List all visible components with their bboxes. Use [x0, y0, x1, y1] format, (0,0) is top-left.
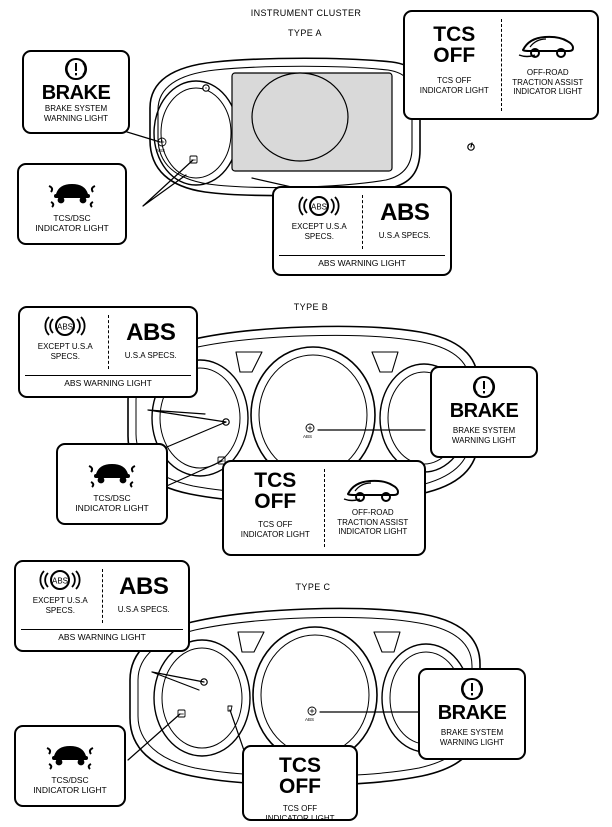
abs-usa-col	[363, 192, 448, 252]
brake-word: BRAKE	[449, 400, 519, 422]
abs-except-usa-col	[277, 192, 362, 252]
abs-warning-icon	[41, 314, 89, 338]
abs-word: ABS	[126, 319, 176, 346]
callout-divider-horizontal	[21, 629, 183, 630]
abs-warning-icon	[295, 194, 343, 218]
tcs-dsc-caption-line2: INDICATOR LIGHT	[75, 503, 149, 513]
callout-tcs-dsc-type-b[interactable]	[56, 443, 168, 525]
off-word: OFF	[433, 44, 476, 67]
tcs-dsc-caption-line1: TCS/DSC	[53, 213, 91, 223]
off-word: OFF	[279, 775, 321, 798]
abs-word: ABS	[380, 199, 430, 226]
abs-usa-specs: U.S.A SPECS.	[124, 351, 177, 360]
abs-usa-specs: U.S.A SPECS.	[378, 231, 431, 240]
tcs-word: TCS	[279, 754, 321, 777]
svg-text:ABS: ABS	[305, 717, 315, 722]
abs-except-usa-line1: EXCEPT U.S.A	[37, 342, 93, 351]
tcs-off-caption-line1: TCS OFF	[437, 76, 472, 85]
abs-warning-caption: ABS WARNING LIGHT	[318, 258, 406, 268]
tcs-off-col	[227, 466, 324, 550]
abs-except-usa-line1: EXCEPT U.S.A	[291, 222, 347, 231]
tcs-off-col	[408, 16, 501, 114]
type-b-title: TYPE B	[293, 302, 329, 312]
brake-caption-line2: WARNING LIGHT	[43, 113, 109, 123]
tcs-dsc-car-skid-icon	[23, 174, 121, 208]
svg-text:ABS: ABS	[52, 576, 69, 586]
brake-caption-line1: BRAKE SYSTEM	[44, 104, 108, 113]
brake-warning-icon	[28, 55, 124, 83]
brake-word: BRAKE	[437, 702, 507, 724]
callout-divider-horizontal	[25, 375, 191, 376]
off-road-caption-line1: OFF-ROAD	[351, 508, 394, 517]
brake-word: BRAKE	[41, 82, 111, 104]
off-road-traction-assist-icon	[342, 472, 404, 502]
type-a-title: TYPE A	[288, 28, 322, 38]
tcs-dsc-caption-line1: TCS/DSC	[51, 775, 89, 785]
tcs-dsc-caption-line1: TCS/DSC	[93, 493, 131, 503]
off-word: OFF	[254, 490, 297, 513]
callout-tcs-off-type-a[interactable]	[403, 10, 599, 120]
brake-caption-line2: WARNING LIGHT	[451, 435, 517, 445]
brake-caption-line1: BRAKE SYSTEM	[452, 426, 516, 435]
svg-text:ABS: ABS	[303, 434, 313, 439]
type-c-title: TYPE C	[295, 582, 331, 592]
tcs-off-caption-line2: INDICATOR LIGHT	[240, 529, 310, 539]
abs-usa-specs: U.S.A SPECS.	[117, 605, 170, 614]
brake-caption-line1: BRAKE SYSTEM	[440, 728, 504, 737]
tcs-word: TCS	[254, 469, 297, 492]
instrument-cluster-title: INSTRUMENT CLUSTER	[250, 8, 362, 18]
off-road-caption-line2: TRACTION ASSIST	[512, 77, 584, 87]
abs-warning-caption: ABS WARNING LIGHT	[64, 378, 152, 388]
abs-usa-col	[109, 312, 194, 372]
brake-warning-icon	[436, 373, 532, 401]
callout-brake-type-c[interactable]	[418, 668, 526, 760]
callout-brake-type-a[interactable]	[22, 50, 130, 134]
abs-except-usa-line2: SPECS.	[45, 605, 75, 615]
svg-text:ABS: ABS	[57, 322, 74, 332]
callout-tcs-off-type-c[interactable]	[242, 745, 358, 821]
off-road-caption-line1: OFF-ROAD	[526, 68, 569, 77]
brake-caption-line2: WARNING LIGHT	[439, 737, 505, 747]
tcs-dsc-car-skid-icon	[62, 454, 162, 488]
abs-except-usa-col	[19, 566, 102, 626]
off-road-caption-line2: TRACTION ASSIST	[337, 517, 409, 527]
tcs-word: TCS	[433, 23, 476, 46]
svg-text:ABS: ABS	[156, 148, 166, 153]
callout-tcs-dsc-type-a[interactable]	[17, 163, 127, 245]
tcs-dsc-caption-line2: INDICATOR LIGHT	[33, 785, 107, 795]
callout-abs-type-c[interactable]	[14, 560, 190, 652]
callout-divider-horizontal	[279, 255, 445, 256]
brake-warning-icon	[424, 675, 520, 703]
callout-tcs-off-type-b[interactable]	[222, 460, 426, 556]
tcs-off-caption-line1: TCS OFF	[258, 520, 293, 529]
tcs-off-caption-line1: TCS OFF	[282, 804, 318, 813]
svg-text:ABS: ABS	[311, 202, 328, 212]
off-road-caption-line3: INDICATOR LIGHT	[513, 87, 583, 96]
abs-word: ABS	[119, 573, 169, 600]
callout-abs-type-a[interactable]	[272, 186, 452, 276]
abs-warning-icon	[37, 568, 83, 592]
abs-except-usa-line2: SPECS.	[304, 231, 334, 241]
tcs-off-caption-line2: INDICATOR LIGHT	[265, 813, 335, 823]
off-road-col	[325, 466, 422, 550]
abs-usa-col	[103, 566, 186, 626]
off-road-traction-assist-icon	[517, 28, 579, 58]
callout-abs-type-b[interactable]	[18, 306, 198, 398]
abs-warning-caption: ABS WARNING LIGHT	[58, 632, 146, 642]
callout-brake-type-b[interactable]	[430, 366, 538, 458]
tcs-off-caption-line2: INDICATOR LIGHT	[419, 85, 489, 95]
off-road-caption-line3: INDICATOR LIGHT	[338, 527, 408, 536]
tcs-dsc-caption-line2: INDICATOR LIGHT	[35, 223, 109, 233]
abs-except-usa-line2: SPECS.	[50, 351, 80, 361]
off-road-col	[502, 16, 595, 114]
abs-except-usa-line1: EXCEPT U.S.A	[32, 596, 88, 605]
tcs-dsc-car-skid-icon	[20, 736, 120, 770]
abs-except-usa-col	[23, 312, 108, 372]
callout-tcs-dsc-type-c[interactable]	[14, 725, 126, 807]
